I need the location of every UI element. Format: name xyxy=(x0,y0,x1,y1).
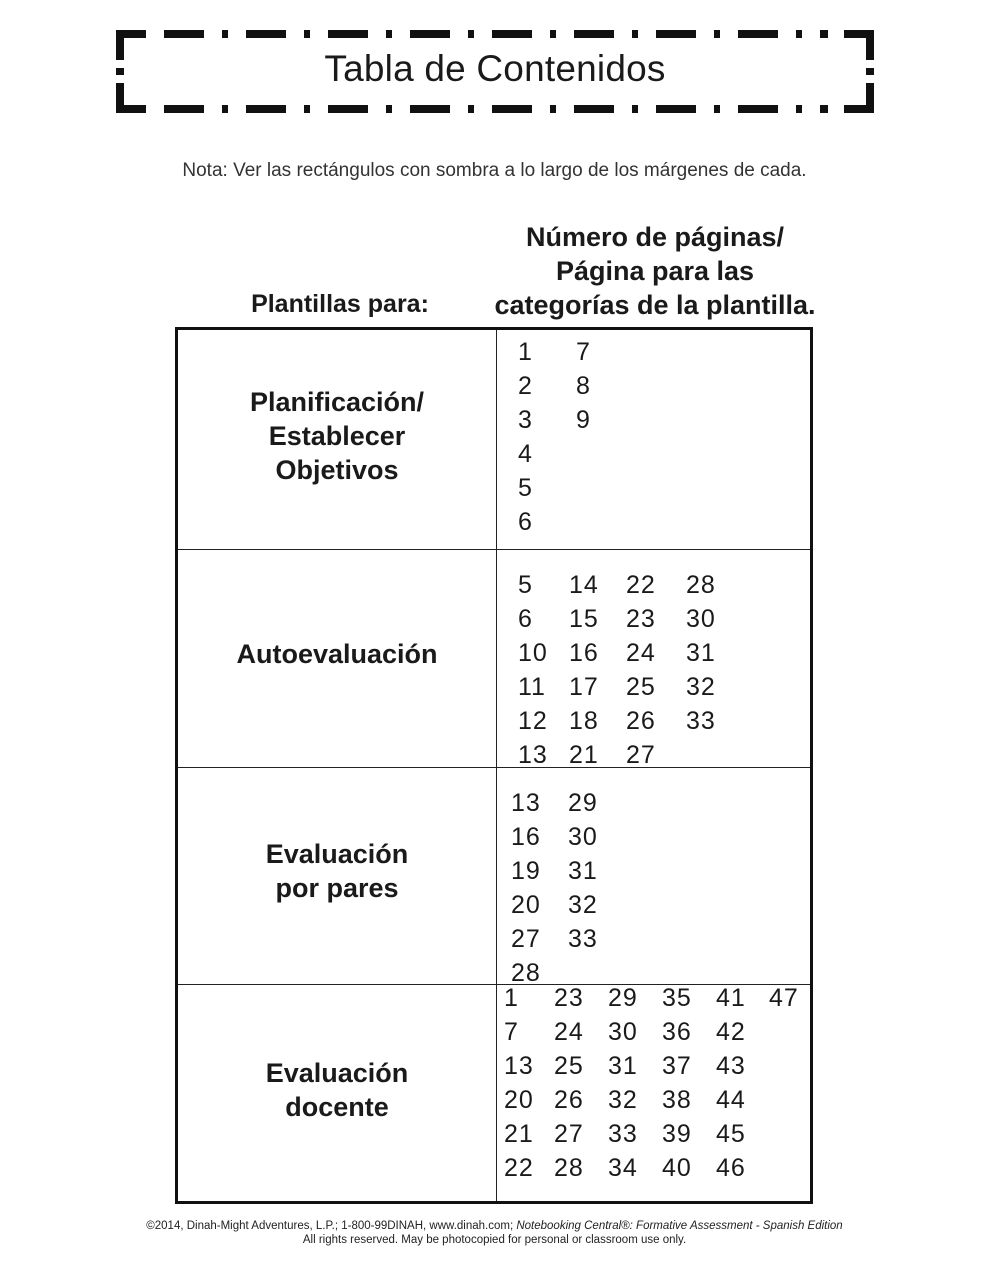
page-number: 13 xyxy=(511,789,541,817)
page-number: 33 xyxy=(568,925,598,953)
footer xyxy=(0,1219,989,1247)
page-number: 33 xyxy=(686,707,716,735)
page-number: 32 xyxy=(568,891,598,919)
page-number: 30 xyxy=(568,823,598,851)
page-number: 46 xyxy=(716,1154,746,1182)
page-number: 23 xyxy=(554,984,584,1012)
page-number: 7 xyxy=(576,338,591,366)
page-number: 11 xyxy=(518,673,546,701)
page-number: 1 xyxy=(518,338,533,366)
page-number: 39 xyxy=(662,1120,692,1148)
page-number: 16 xyxy=(511,823,541,851)
page-number: 37 xyxy=(662,1052,692,1080)
page-title: Tabla de Contenidos xyxy=(324,48,666,89)
page-number: 7 xyxy=(504,1018,519,1046)
table-row xyxy=(178,984,810,1201)
page-number: 14 xyxy=(569,571,599,599)
page-number: 17 xyxy=(569,673,599,701)
page-number: 13 xyxy=(518,741,548,769)
category-label xyxy=(178,837,496,905)
table-row xyxy=(178,330,810,549)
category-line: Autoevaluación xyxy=(236,639,438,669)
page-number: 16 xyxy=(569,639,599,667)
category-line: por pares xyxy=(275,873,399,903)
contents-table xyxy=(175,327,813,1204)
page-number: 20 xyxy=(504,1086,534,1114)
page-number: 26 xyxy=(626,707,656,735)
page-number: 24 xyxy=(554,1018,584,1046)
page-number: 25 xyxy=(554,1052,584,1080)
category-label xyxy=(178,637,496,671)
page-number: 23 xyxy=(626,605,656,633)
page-number: 41 xyxy=(716,984,746,1012)
page-number: 9 xyxy=(576,406,591,434)
page-number: 2 xyxy=(518,372,533,400)
page-number: 27 xyxy=(626,741,656,769)
page-number: 40 xyxy=(662,1154,692,1182)
page-number: 25 xyxy=(626,673,656,701)
page-number: 10 xyxy=(518,639,548,667)
page-number: 5 xyxy=(518,474,533,502)
page-number: 45 xyxy=(716,1120,746,1148)
pages-header-line: categorías de la plantilla. xyxy=(494,290,816,320)
page-number: 36 xyxy=(662,1018,692,1046)
page-number: 1 xyxy=(504,984,519,1012)
page-number: 24 xyxy=(626,639,656,667)
category-label xyxy=(178,1056,496,1124)
page-number: 22 xyxy=(626,571,656,599)
category-line: Planificación/ xyxy=(249,387,425,417)
category-line: Establecer xyxy=(268,421,406,451)
title-frame xyxy=(116,30,874,113)
page-number: 3 xyxy=(518,406,533,434)
page-number: 6 xyxy=(518,605,533,633)
page-number: 27 xyxy=(511,925,541,953)
page-number: 28 xyxy=(511,959,541,987)
page-number: 29 xyxy=(568,789,598,817)
page-number: 18 xyxy=(569,707,599,735)
page-number: 31 xyxy=(568,857,598,885)
table-row xyxy=(178,549,810,767)
page-number: 13 xyxy=(504,1052,534,1080)
note-text: Nota: Ver las rectángulos con sombra a lo largo de los márgenes de cada. xyxy=(182,160,807,181)
pages-column-header xyxy=(460,220,850,322)
page-number: 33 xyxy=(608,1120,638,1148)
page-number: 22 xyxy=(504,1154,534,1182)
page-number: 8 xyxy=(576,372,591,400)
page-number: 28 xyxy=(554,1154,584,1182)
page-number: 4 xyxy=(518,440,533,468)
page-number: 28 xyxy=(686,571,716,599)
page-number: 19 xyxy=(511,857,541,885)
page-number: 30 xyxy=(686,605,716,633)
page-number: 38 xyxy=(662,1086,692,1114)
page-number: 12 xyxy=(518,707,548,735)
pages-header-line: Página para las xyxy=(555,256,755,286)
category-line: docente xyxy=(285,1092,389,1122)
page-number: 20 xyxy=(511,891,541,919)
page-number: 31 xyxy=(686,639,716,667)
table-row xyxy=(178,767,810,987)
page-number: 47 xyxy=(769,984,799,1012)
page-number: 43 xyxy=(716,1052,746,1080)
page-number: 31 xyxy=(608,1052,638,1080)
footer-rights: All rights reserved. May be photocopied for personal or classroom use only. xyxy=(302,1234,687,1246)
page-number: 6 xyxy=(518,508,533,536)
page-number: 15 xyxy=(569,605,599,633)
templates-column-header: Plantillas para: xyxy=(251,290,429,318)
category-line: Evaluación xyxy=(265,1058,409,1088)
category-line: Objetivos xyxy=(275,455,399,485)
page-number: 34 xyxy=(608,1154,638,1182)
page-number: 32 xyxy=(686,673,716,701)
page-number: 29 xyxy=(608,984,638,1012)
page-number: 26 xyxy=(554,1086,584,1114)
page-number: 21 xyxy=(504,1120,534,1148)
page-number: 35 xyxy=(662,984,692,1012)
page-number: 44 xyxy=(716,1086,746,1114)
page-number: 5 xyxy=(518,571,533,599)
page-number: 27 xyxy=(554,1120,584,1148)
footer-copyright: ©2014, Dinah-Might Adventures, L.P.; 1-800-99DINAH, www.dinah.com; Notebooking Central®: Formative Assessment - Spanish Edition xyxy=(146,1220,843,1232)
pages-header-line: Número de páginas/ xyxy=(525,222,785,252)
row-divider xyxy=(178,549,810,550)
category-line: Evaluación xyxy=(265,839,409,869)
page-number: 42 xyxy=(716,1018,746,1046)
category-label xyxy=(178,385,496,487)
page-number: 32 xyxy=(608,1086,638,1114)
page-number: 21 xyxy=(569,741,599,769)
row-divider xyxy=(178,767,810,768)
page-number: 30 xyxy=(608,1018,638,1046)
